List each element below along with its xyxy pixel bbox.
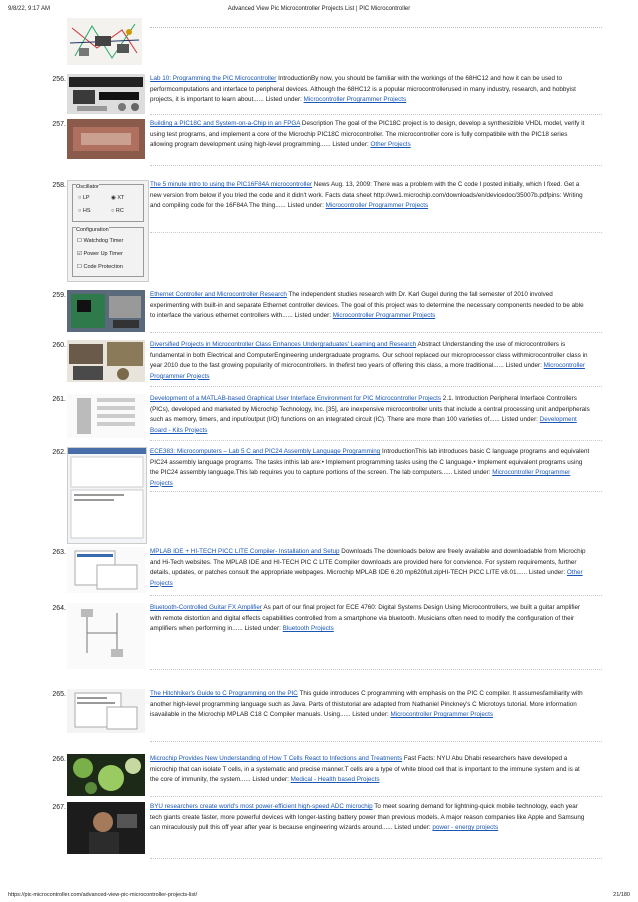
oscillator-config-dialog (67, 180, 149, 282)
item-number: 263. (52, 549, 66, 556)
item-description: Abstract Understanding the use of microcontrollers is fundamental in both Electrical and ComputerEngineering undergraduate programs. Our school replaced our microprocessor class withmicrocontroller class in year 2010 due to the fast growing popularity of microcontrollers. In thefirst two years of offering this class, a more traditional...... Listed under: (150, 341, 588, 370)
item-number: 265. (52, 691, 66, 698)
item-title-link[interactable]: Microchip Provides New Understanding of How T Cells React to Infections and Treatments (150, 755, 403, 762)
item-category-link[interactable]: Other Projects (370, 141, 411, 149)
divider (150, 386, 602, 387)
item-number: 261. (52, 396, 66, 403)
item-thumbnail (67, 447, 147, 544)
item-description: Description The goal of the PIC18C project is to design, develop a synthesizible VHDL model, verify it using test programs, and implement a core of the Microchip PIC18C microcontroller. The microcontroller core is fully compatibile with the PIC18 series allowing program development using high-level programming...... Listed under: (150, 120, 585, 149)
divider (150, 27, 602, 28)
item-description: This guide introduces C programming with emphasis on the PIC C compiler. It assumesfamiliarity with another high-level programming language such as Java. Parts of thistutorial are adapted from Nathaniel Pinckney's C Microtoys tutorial. More information isavailable in the Microchip MPLAB C18 C Compiler manuals. Using...... Listed under: (150, 690, 583, 719)
item-title-link[interactable]: BYU researchers create world's most power-efficient high-speed ADC microchip (150, 803, 373, 810)
browser-print-footer (0, 888, 638, 902)
page-number: 21/180 (613, 892, 630, 898)
item-thumbnail (67, 119, 145, 159)
divider (150, 741, 602, 742)
item-number: 259. (52, 292, 66, 299)
divider (150, 332, 602, 333)
page-url: https://pic-microcontroller.com/advanced-view-pic-microcontroller-projects-list/ (8, 892, 198, 898)
item-text (150, 180, 590, 212)
item-thumbnail (67, 394, 145, 438)
item-category-link[interactable]: Development Board - Kits Projects (150, 416, 577, 434)
page-title: Advanced View Pic Microcontroller Projects List | PIC Microcontroller (227, 6, 411, 12)
item-title-link[interactable]: MPLAB IDE + HI-TECH PICC LITE Compiler- Installation and Setup (150, 548, 340, 555)
previous-entry-thumbnail (67, 18, 142, 65)
item-text (150, 340, 590, 382)
radio-xt[interactable]: ◉ XT (111, 195, 125, 201)
item-title-link[interactable]: Diversified Projects in Microcontroller Class Enhances Undergraduates' Learning and Research (150, 341, 417, 348)
item-title-link[interactable]: Building a PIC18C and System-on-a-Chip in an FPGA (150, 120, 301, 127)
item-category-link[interactable]: Medical - Health based Projects (290, 776, 380, 784)
configuration-label: Configuration (76, 227, 109, 233)
item-title-link[interactable]: ECE383: Microcomputers – Lab 5 C and PIC24 Assembly Language Programming (150, 448, 381, 455)
item-title-link[interactable]: Development of a MATLAB-based Graphical User Interface Environment for PIC Microcontroller Projects (150, 395, 442, 402)
item-category-link[interactable]: power - energy projects (432, 824, 499, 832)
divider (150, 114, 602, 115)
item-number: 258. (52, 182, 66, 189)
item-description: Downloads The downloads below are freely available and downloadable from Microchip and Hi-Tech websites. The MPLAB IDE and HI-TECH PIC C LITE Compiler downloads are provided here for convience. For system requirements, further details, updates, or patches consult the appropriate webpages. Microchip MPLAB IDE 6.20 mp620full.zipHI-TECH PICC LITE v8.01...... Listed under: (150, 548, 586, 577)
item-thumbnail (67, 340, 145, 382)
radio-rc[interactable]: ○ RC (111, 208, 124, 214)
checkbox-code-protection[interactable]: ☐ Code Protection (77, 264, 123, 270)
divider (150, 796, 602, 797)
item-category-link[interactable]: Microcontroller Programmer Projects (150, 362, 585, 380)
item-description: To meet soaring demand for lightning-quick mobile technology, each year tech giants create faster, more powerful devices with longer-lasting battery power than previous models. A major reason companies like Apple and Samsung can miraculously pull this off year after year is because engineering wizards around...... Listed under: (150, 803, 585, 832)
divider (150, 595, 602, 596)
item-text (150, 802, 590, 834)
item-text (150, 119, 590, 151)
item-description: 2.1. Introduction Peripheral Interface Controllers (PICs), developed and marketed by Microchip Technology, Inc. [35], are inexpensive microcontroller units that include a central processing unit andperipherals such as memory, timers, and input/output (I/O) functions on an integrated circuit (IC). There are more than 100 varieties of...... Listed under: (150, 395, 590, 424)
item-description: IntroductionBy now, you should be familiar with the workings of the 68HC12 and how it can be used to performcomputations and interface to peripheral devices. Although the 68HC12 is a popular microcontrollerused in many industry, research, and hobbyist projects, it is important to learn about...... Listed under: (150, 75, 576, 104)
item-description: Fast Facts: NYU Abu Dhabi researchers have developed a microchip that can isolate T cells, in a systematic and precise manner.T cells are a type of white blood cell that is important to the immune system and is at the core of immunity, the system...... Listed under: (150, 755, 580, 784)
item-number: 264. (52, 605, 66, 612)
item-text (150, 290, 590, 322)
divider (150, 440, 602, 441)
item-category-link[interactable]: Bluetooth Projects (282, 625, 334, 633)
divider (150, 491, 602, 492)
item-text (150, 447, 590, 489)
item-text (150, 603, 590, 635)
item-text (150, 394, 590, 436)
item-thumbnail (67, 74, 145, 114)
item-title-link[interactable]: The 5 minute intro to using the PIC16F84A microcontroller (150, 181, 313, 188)
divider (150, 232, 602, 233)
item-category-link[interactable]: Other Projects (150, 569, 583, 587)
divider (150, 669, 602, 670)
radio-lp[interactable]: ○ LP (78, 195, 90, 201)
browser-print-header (0, 0, 638, 14)
divider (150, 165, 602, 166)
item-description: As part of our final project for ECE 4760: Digital Systems Design Using Microcontrollers, we built a guitar amplifier with remote distortion and digital effects capabilities controlled from a smartphone via bluetooth. Musicians often need to modify the configuration of their amplifiers when performing in...... Listed under: (150, 604, 581, 633)
divider (150, 858, 602, 859)
item-category-link[interactable]: Microcontroller Programmer Projects (303, 96, 407, 104)
item-category-link[interactable]: Microcontroller Programmer Projects (325, 202, 429, 210)
radio-hs[interactable]: ○ HS (78, 208, 91, 214)
item-category-link[interactable]: Microcontroller Programmer Projects (332, 312, 436, 320)
item-thumbnail (67, 290, 145, 332)
item-category-link[interactable]: Microcontroller Programmer Projects (150, 469, 571, 487)
item-thumbnail (67, 802, 145, 854)
oscillator-label: Oscillator (76, 184, 99, 190)
item-title-link[interactable]: The Hitchhiker's Guide to C Programming on the PIC (150, 690, 298, 697)
item-number: 267. (52, 804, 66, 811)
item-number: 260. (52, 342, 66, 349)
item-title-link[interactable]: Lab 10: Programming the PIC Microcontroller (150, 75, 277, 82)
item-thumbnail (67, 603, 145, 669)
item-number: 266. (52, 756, 66, 763)
item-text (150, 74, 590, 106)
item-description: IntroductionThis lab introduces basic C language programs and equivalent PIC24 assembly language programs. The tasks inthis lab are:• Implement programming tasks using the C language.• Implement equivalent programs using the PIC24 assembly language.This lab requires you to capture portions of the screen. The lab computers...... Listed under: (150, 448, 590, 477)
item-text (150, 689, 590, 721)
item-number: 256. (52, 76, 66, 83)
item-title-link[interactable]: Ethernet Controller and Microcontroller Research (150, 291, 287, 298)
item-category-link[interactable]: Microcontroller Programmer Projects (390, 711, 493, 719)
oscillator-group (72, 184, 144, 222)
item-thumbnail (67, 547, 145, 593)
item-thumbnail (67, 689, 145, 733)
checkbox-power-up-timer[interactable]: ☑ Power Up Timer (77, 251, 123, 257)
item-description: News Aug. 13, 2009: There was a problem with the C code I posted initially, which I fixed. Get a new version from below if you tried the code and it didn't work. Facts data sheet http://ww1.microchip.com/downloads/en/devicedoc/35007b.pdfpins: Writing and compiling code for the 16F84A The thing...... Listed under: (150, 181, 583, 210)
item-number: 262. (52, 449, 66, 456)
item-thumbnail (67, 754, 145, 796)
item-number: 257. (52, 121, 66, 128)
item-description: The independent studies research with Dr. Karl Gugel during the fall semester of 2010 involved experimenting with built-in and separate Ethernet controller devices. The goal of this project was to determine the necessary components needed to be able to interface the various ethernet controllers with...... Listed under: (150, 291, 584, 320)
checkbox-watchdog-timer[interactable]: ☐ Watchdog Timer (77, 238, 124, 244)
print-timestamp: 9/8/22, 9:17 AM (8, 6, 51, 12)
configuration-group (72, 227, 144, 277)
item-text (150, 754, 590, 786)
item-text (150, 547, 590, 589)
item-title-link[interactable]: Bluetooth-Controlled Guitar FX Amplifier (150, 604, 262, 611)
